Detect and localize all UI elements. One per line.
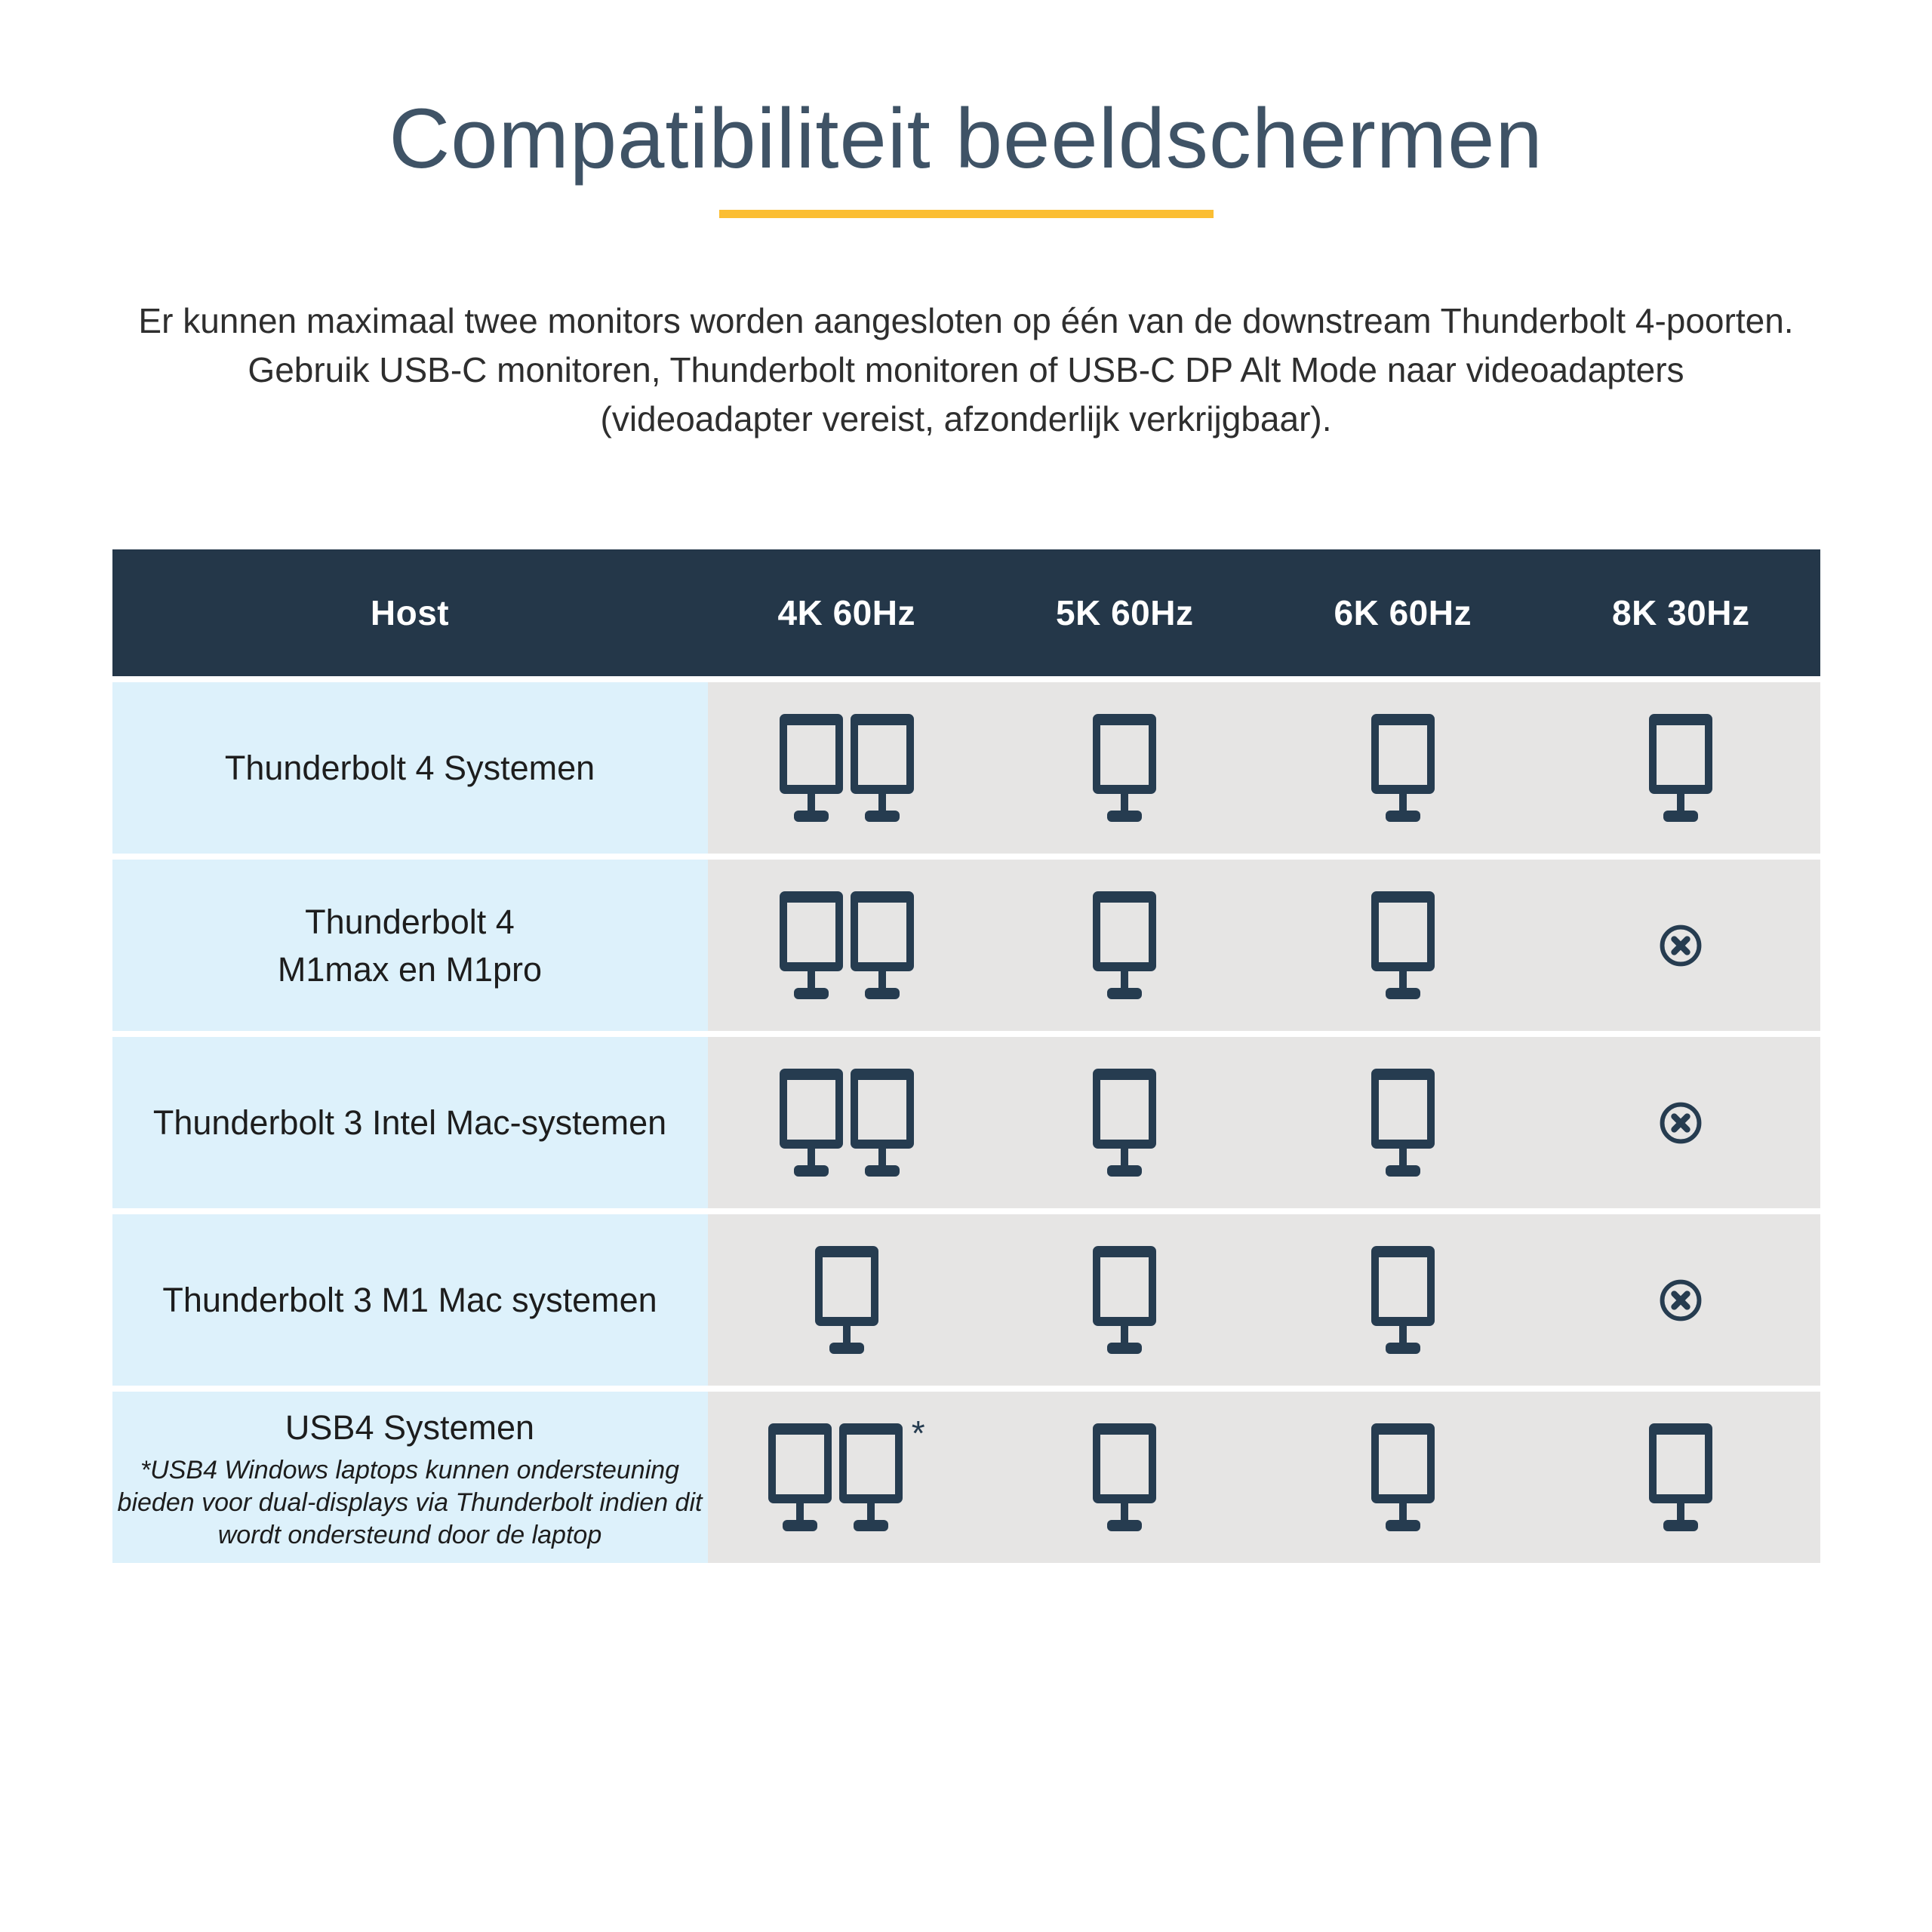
footnote-line: wordt ondersteund door de laptop — [217, 1520, 602, 1549]
cell-5k — [986, 1214, 1264, 1386]
column-header-5k60: 5K 60Hz — [1056, 593, 1194, 632]
table-row — [112, 860, 1820, 1031]
single-monitor-icon — [1371, 1246, 1435, 1354]
cell-4k — [708, 1214, 986, 1386]
cell-4k — [708, 860, 986, 1031]
dual-monitor-icon — [780, 714, 914, 822]
cell-8k — [1542, 1214, 1820, 1386]
not-supported-icon — [1659, 1278, 1703, 1322]
host-label: Thunderbolt 3 M1 Mac systemen — [162, 1281, 657, 1319]
single-monitor-icon — [1093, 1423, 1156, 1531]
cell-5k — [986, 1392, 1264, 1563]
dual-monitor-icon — [780, 1069, 914, 1177]
host-cell — [112, 1214, 708, 1386]
cell-4k — [708, 1037, 986, 1208]
single-monitor-icon — [1093, 1069, 1156, 1177]
column-header-host: Host — [370, 593, 450, 632]
host-footnote — [118, 1454, 703, 1552]
intro-line: Gebruik USB-C monitoren, Thunderbolt monitoren of USB-C DP Alt Mode naar videoadapters — [248, 350, 1684, 389]
host-label-line2: M1max en M1pro — [277, 949, 543, 989]
cell-6k — [1264, 1214, 1543, 1386]
single-monitor-icon — [815, 1246, 878, 1354]
column-header-4k60: 4K 60Hz — [777, 593, 915, 632]
cell-5k — [986, 682, 1264, 854]
single-monitor-icon — [1371, 891, 1435, 999]
host-label: USB4 Systemen — [285, 1407, 535, 1447]
cell-6k — [1264, 1037, 1543, 1208]
not-supported-icon — [1659, 924, 1703, 968]
single-monitor-icon — [1093, 714, 1156, 822]
not-supported-icon — [1659, 1101, 1703, 1145]
table-row — [112, 1214, 1820, 1386]
cell-4k — [708, 682, 986, 854]
cell-8k — [1542, 682, 1820, 854]
asterisk-marker: * — [911, 1414, 925, 1453]
host-cell — [112, 860, 708, 1031]
title-underline — [719, 210, 1214, 218]
single-monitor-icon — [1371, 714, 1435, 822]
cell-6k — [1264, 860, 1543, 1031]
dual-monitor-icon — [780, 891, 914, 999]
host-label: Thunderbolt 4 — [305, 902, 515, 941]
table-header-row — [112, 549, 1820, 676]
cell-8k — [1542, 860, 1820, 1031]
intro-text — [0, 297, 1932, 444]
cell-8k — [1542, 1392, 1820, 1563]
intro-line: (videoadapter vereist, afzonderlijk verkrijgbaar). — [600, 399, 1332, 438]
host-cell — [112, 1037, 708, 1208]
cell-4k — [708, 1392, 986, 1563]
cell-5k — [986, 1037, 1264, 1208]
single-monitor-icon — [1649, 714, 1712, 822]
single-monitor-icon — [1093, 1246, 1156, 1354]
footnote-line: *USB4 Windows laptops kunnen ondersteuning — [140, 1455, 680, 1484]
dual-monitor-asterisk-icon — [768, 1414, 925, 1531]
column-header-6k60: 6K 60Hz — [1334, 593, 1472, 632]
host-label: Thunderbolt 3 Intel Mac-systemen — [152, 1103, 667, 1142]
cell-5k — [986, 860, 1264, 1031]
single-monitor-icon — [1649, 1423, 1712, 1531]
table-row — [112, 682, 1820, 854]
host-label: Thunderbolt 4 Systemen — [224, 749, 595, 787]
single-monitor-icon — [1093, 891, 1156, 999]
cell-8k — [1542, 1037, 1820, 1208]
single-monitor-icon — [1371, 1423, 1435, 1531]
page-title: Compatibiliteit beeldschermen — [389, 91, 1543, 186]
footnote-line: bieden voor dual-displays via Thunderbolt indien dit — [117, 1487, 703, 1517]
column-header-8k30: 8K 30Hz — [1612, 593, 1750, 632]
table-row — [112, 1392, 1820, 1563]
single-monitor-icon — [1371, 1069, 1435, 1177]
table-row — [112, 1037, 1820, 1208]
compatibility-table — [112, 549, 1820, 1563]
host-cell — [112, 682, 708, 854]
host-cell — [112, 1392, 708, 1563]
intro-line: Er kunnen maximaal twee monitors worden aangesloten op één van de downstream Thunderbolt 4-poorten. — [138, 301, 1794, 340]
cell-6k — [1264, 1392, 1543, 1563]
cell-6k — [1264, 682, 1543, 854]
